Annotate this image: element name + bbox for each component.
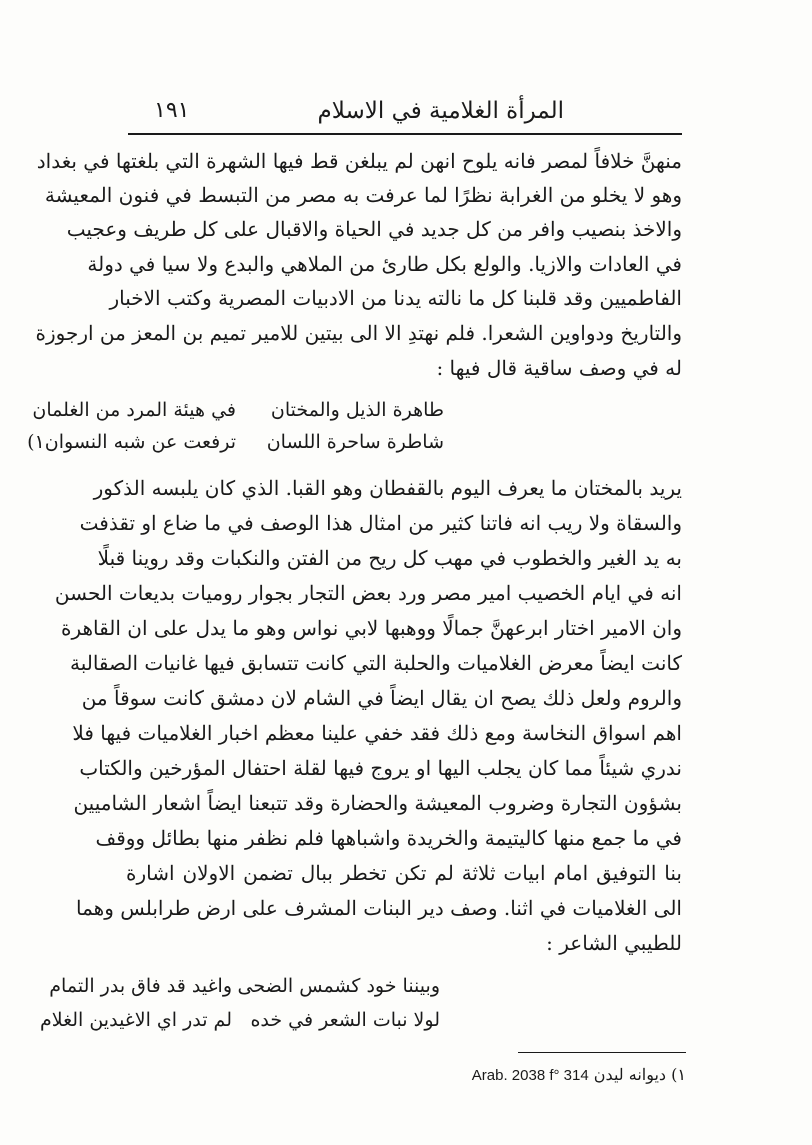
text-line: الى الغلاميات في اثنا. وصف دير البنات المشرف على ارض طرابلس وهما [76, 896, 682, 920]
text-line: يريد بالمختان ما يعرف اليوم بالقفطان وهو القبا. الذي كان يلبسه الذكور [93, 476, 682, 500]
text-line: في العادات والازيا. والولع بكل طارئ من الملاهي والبدع ولا سيا في دولة [87, 252, 682, 276]
text-line: انه في ايام الخصيب امير مصر ورد بعض التجار بجوار روميات بديعات الحسن [54, 581, 682, 605]
header-rule [128, 133, 682, 135]
text-line: كانت ايضاً معرض الغلاميات والحلبة التي كانت تتسابق فيها غانيات الصقالبة [69, 651, 682, 675]
verse-hemistich: ترفعت عن شبه النسوان١) [27, 431, 236, 453]
text-line: بشؤون التجارة وضروب المعيشة والحضارة وقد تتبعنا ايضاً اشعار الشاميين [73, 791, 682, 815]
footnote-rule [518, 1052, 686, 1053]
text-line: ندري شيئاً مما كان يجلب اليها او يروج فيها لقلة احتفال المؤرخين والكتاب [79, 756, 682, 780]
verse-hemistich: واغيد قد فاق بدر التمام [49, 975, 232, 997]
text-line: والاخذ بنصيب وافر من كل جديد في الحياة والاقبال على كل طريف وعجيب [66, 217, 682, 241]
text-line: والروم ولعل ذلك يصح ان يقال ايضاً في الشام لان دمشق كانت سوقاً من [81, 686, 682, 710]
verse-hemistich: شاطرة ساحرة اللسان [266, 431, 444, 453]
text-line: وهو لا يخلو من الغرابة نظرًا لما عرفت به مصر من التبسط في فنون المعيشة [44, 183, 682, 207]
text-line: للطيبي الشاعر : [546, 931, 682, 955]
footnote-text: ديوانه ليدن [593, 1065, 667, 1084]
footnote-reference: Arab. 2038 f° 314 [471, 1067, 589, 1084]
text-line: له في وصف ساقية قال فيها : [436, 356, 682, 380]
text-line: منهنَّ خلافاً لمصر فانه يلوح انهن لم يبلغن قط فيها الشهرة التي بلغتها في بغداد [36, 149, 682, 173]
verse-hemistich: وبيننا خود كشمس الضحى [237, 975, 440, 997]
running-header [128, 92, 682, 128]
text-line: والتاريخ ودواوين الشعرا. فلم نهتدِ الا الى بيتين للامير تميم بن المعز من ارجوزة [35, 321, 682, 345]
text-line: به يد الغير والخطوب في مهب كل ريح من الفتن والنكبات وقد روينا قبلًا [97, 546, 682, 570]
page-title: المرأة الغلامية في الاسلام [317, 98, 564, 124]
text-line: وان الامير اختار ابرعهنَّ جمالًا ووهبها لابي نواس وهو ما يدل على ان القاهرة [60, 616, 682, 640]
verse-hemistich: لم تدر اي الاغيدين الغلام [39, 1009, 232, 1031]
verse-hemistich: في هيئة المرد من الغلمان [32, 399, 236, 421]
verse-hemistich: طاهرة الذيل والمختان [270, 399, 444, 421]
footnote-marker: ١) [671, 1065, 686, 1084]
verse-hemistich: لولا نبات الشعر في خده [250, 1009, 440, 1031]
text-line: والسقاة ولا ريب انه فاتنا كثير من امثال هذا الوصف في ما ضاع او تقذفت [79, 511, 682, 535]
text-line: الفاطميين وقد قلبنا كل ما نالته يدنا من الادبيات المصرية وكتب الاخبار [109, 286, 682, 310]
text-line: في ما جمع منها كاليتيمة والخريدة واشباهها فلم نظفر منها بطائل ووقف [95, 826, 682, 850]
footnote [472, 1064, 686, 1087]
text-line: اهم اسواق النخاسة ومع ذلك فقد خفي علينا معظم اخبار الغلاميات فيها فلا [72, 721, 682, 745]
text-line: بنا التوفيق امام ابيات ثلاثة لم تكن تخطر ببال تضمن الاولان اشارة [126, 861, 682, 885]
page-number: ١٩١ [154, 98, 190, 123]
